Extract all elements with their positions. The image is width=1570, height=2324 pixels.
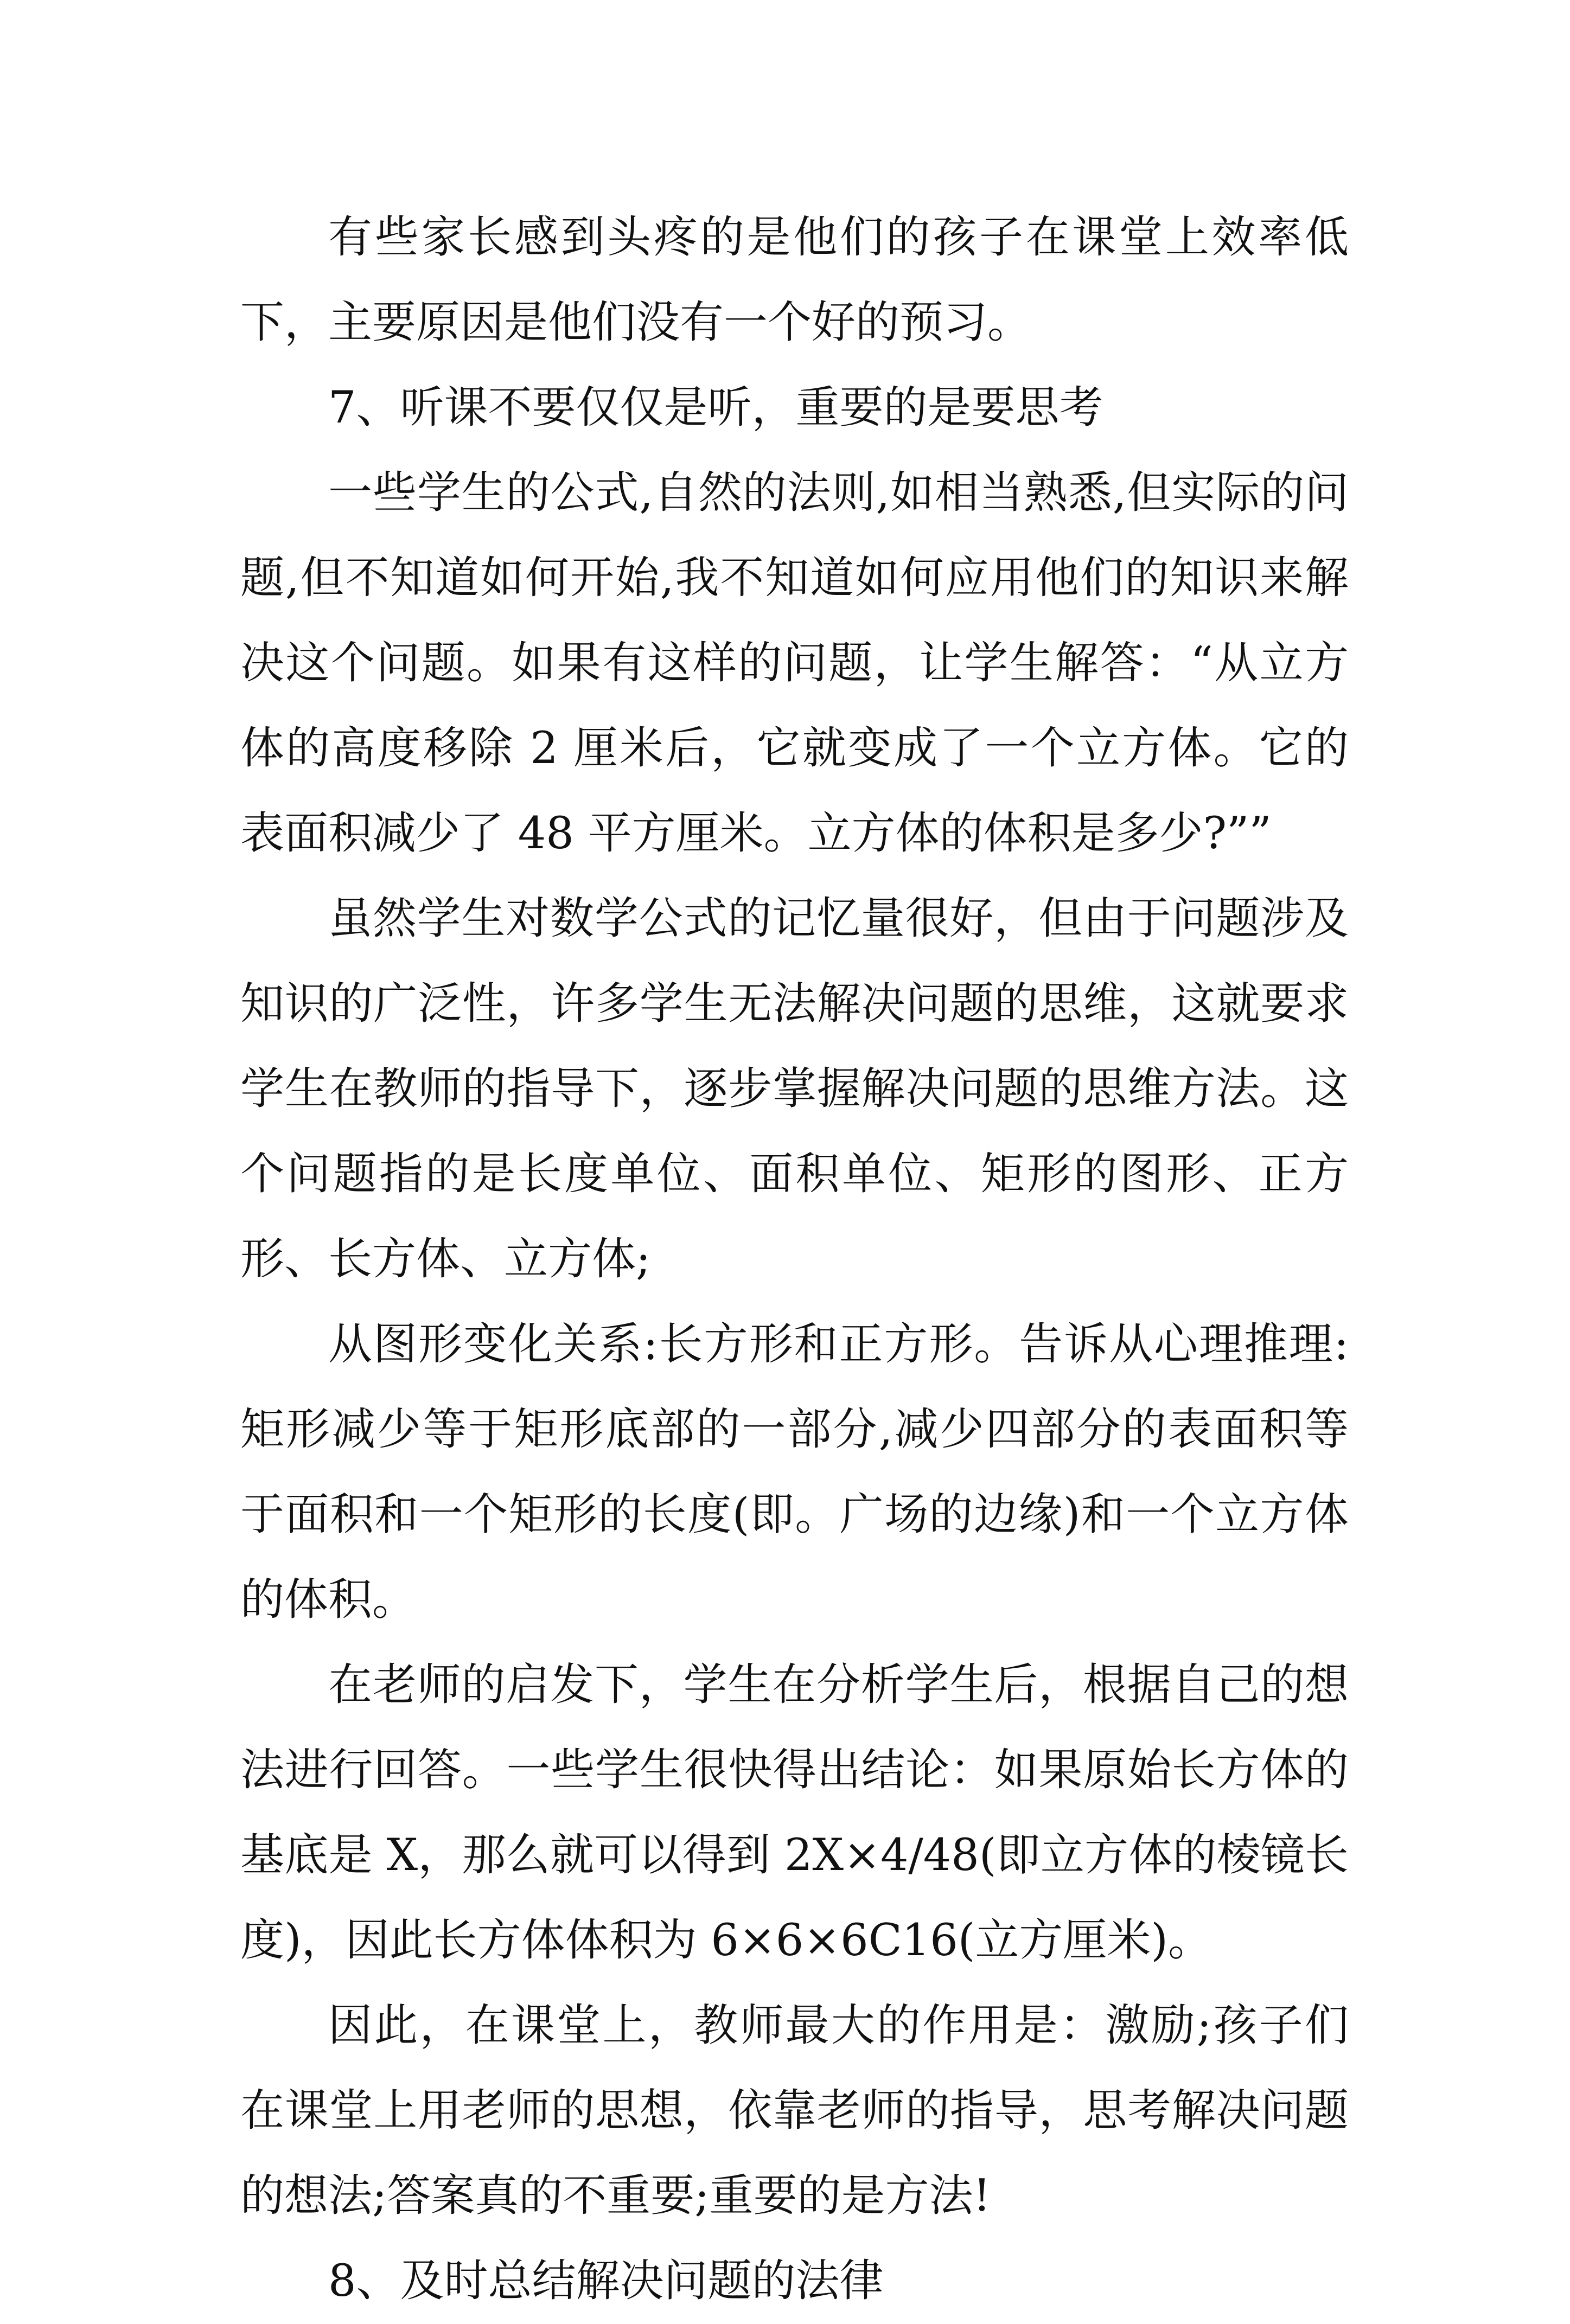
heading-summarize-laws: 8、及时总结解决问题的法律 xyxy=(328,2256,884,2307)
paragraph-problem-thinking: 虽然学生对数学公式的记忆量很好，但由于问题涉及知识的广泛性，许多学生无法解决问题的思维，这就要求学生在教师的指导下，逐步掌握解决问题的思维方法。这个问题指的是长度单位、面积单位、矩形的图形、正方形、长方体、立方体; xyxy=(240,893,1349,1285)
document-body xyxy=(240,195,1349,2324)
paragraph-student-answer: 在老师的启发下，学生在分析学生后，根据自己的想法进行回答。一些学生很快得出结论：如果原始长方体的基底是 X，那么就可以得到 2X×4/48(即立方体的棱镜长度)，因此长方体体积为 6×6×6C16(立方厘米)。 xyxy=(240,1660,1349,1966)
heading-listen-and-think: 7、听课不要仅仅是听，重要的是要思考 xyxy=(328,382,1103,433)
paragraph-teacher-role: 因此，在课堂上，教师最大的作用是：激励;孩子们在课堂上用老师的思想，依靠老师的指导，思考解决问题的想法;答案真的不重要;重要的是方法! xyxy=(240,2000,1349,2221)
paragraph-preview-efficiency: 有些家长感到头疼的是他们的孩子在课堂上效率低下，主要原因是他们没有一个好的预习。 xyxy=(240,212,1349,348)
paragraph-cube-problem: 一些学生的公式,自然的法则,如相当熟悉,但实际的问题,但不知道如何开始,我不知道如何应用他们的知识来解决这个问题。如果有这样的问题，让学生解答：“从立方体的高度移除 2 厘米后，它就变成了一个立方体。它的表面积减少了 48 平方厘米。立方体的体积是多少?”” xyxy=(240,468,1349,859)
paragraph-shape-relations: 从图形变化关系:长方形和正方形。告诉从心理推理:矩形减少等于矩形底部的一部分,减少四部分的表面积等于面积和一个矩形的长度(即。广场的边缘)和一个立方体的体积。 xyxy=(240,1319,1349,1625)
